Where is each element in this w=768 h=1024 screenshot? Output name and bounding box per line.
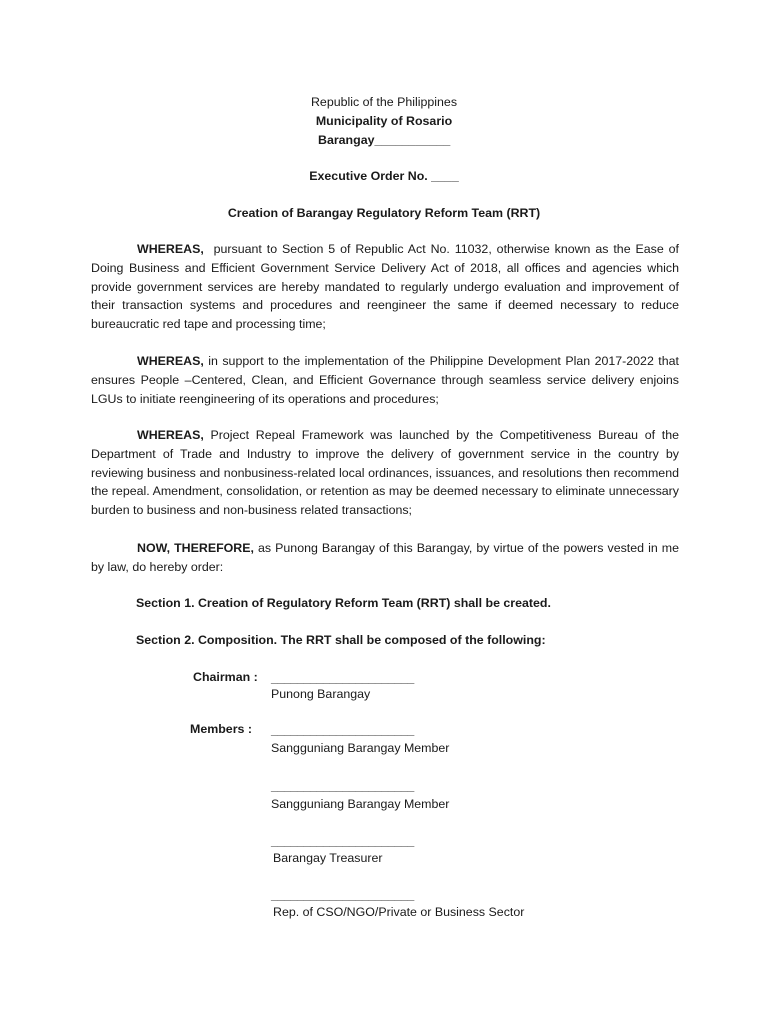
header-republic: Republic of the Philippines xyxy=(310,95,458,109)
role-sb-member-1: Sangguniang Barangay Member xyxy=(271,741,450,755)
header-municipality: Municipality of Rosario xyxy=(315,114,453,128)
whereas-clause-3 xyxy=(91,426,679,520)
signature-blank: ______________________ xyxy=(271,779,414,793)
section-2: Section 2. Composition. The RRT shall be composed of the following: xyxy=(136,633,546,647)
clause-text: pursuant to Section 5 of Republic Act No. 11032, otherwise known as the Ease of Doing Business and Efficient Government Service Delivery Act of 2018, all offices and agencies which provide government services are hereby mandated to regularly undergo evaluation and improvement of their transaction systems and procedures and reengineer the same if deemed necessary to reduce bureaucratic red tape and processing time; xyxy=(91,242,679,332)
role-barangay-treasurer: Barangay Treasurer xyxy=(273,851,383,865)
signature-blank: ______________________ xyxy=(271,834,414,848)
role-punong-barangay: Punong Barangay xyxy=(271,687,371,701)
signature-blank: ______________________ xyxy=(271,723,414,737)
whereas-clause-2 xyxy=(91,352,679,408)
clause-lead: WHEREAS, xyxy=(137,242,204,256)
clause-lead: NOW, THEREFORE, xyxy=(137,541,254,555)
clause-text: Project Repeal Framework was launched by the Competitiveness Bureau of the Department of Trade and Industry to improve the delivery of government service in the country by reviewing business and nonbusiness-related local ordinances, issuances, and resolutions then recommend the repeal. Amendment, consolidation, or retention as may be deemed necessary to eliminate unnecessary burden to business and non-business related transactions; xyxy=(91,428,679,518)
clause-text: as Punong Barangay of this Barangay, by virtue of the powers vested in me by law, do hereby order: xyxy=(91,541,679,574)
header-barangay: Barangay___________ xyxy=(318,133,451,147)
signature-blank: ______________________ xyxy=(271,888,414,902)
signature-blank: ______________________ xyxy=(271,671,414,685)
clause-lead: WHEREAS, xyxy=(137,428,204,442)
section-1: Section 1. Creation of Regulatory Reform Team (RRT) shall be created. xyxy=(136,596,551,610)
role-sb-member-2: Sangguniang Barangay Member xyxy=(271,797,450,811)
order-title: Creation of Barangay Regulatory Reform Team (RRT) xyxy=(227,206,541,220)
whereas-clause-1 xyxy=(91,240,679,334)
clause-lead: WHEREAS, xyxy=(137,354,204,368)
chairman-label: Chairman : xyxy=(193,670,258,684)
order-number: Executive Order No. ____ xyxy=(309,169,459,183)
clause-text: in support to the implementation of the Philippine Development Plan 2017-2022 that ensures People –Centered, Clean, and Efficient Governance through seamless service delivery enjoins LGUs to initiate reengineering of its operations and procedures; xyxy=(91,354,679,406)
role-cso-ngo-rep: Rep. of CSO/NGO/Private or Business Sector xyxy=(273,905,525,919)
now-therefore-clause xyxy=(91,539,679,577)
members-label: Members : xyxy=(190,722,252,736)
